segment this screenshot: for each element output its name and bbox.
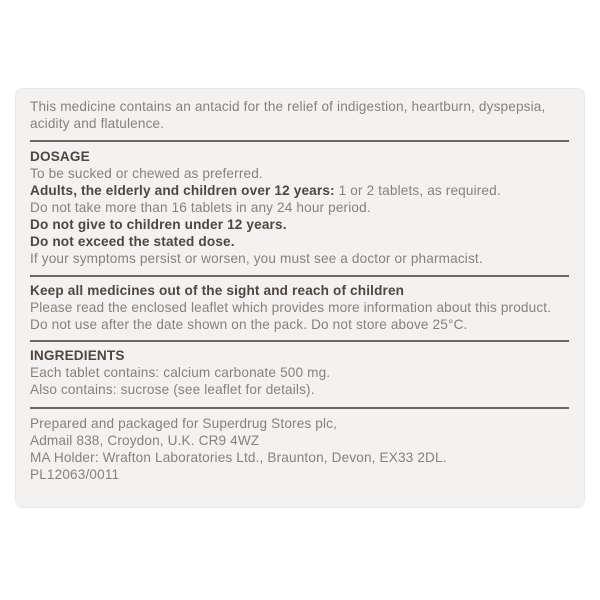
ingredients-heading: INGREDIENTS	[30, 348, 125, 363]
safety-heading: Keep all medicines out of the sight and reach of children	[30, 283, 405, 298]
dosage-adults-rest: 1 or 2 tablets, as required.	[334, 183, 501, 198]
ingredients-active-line: Each tablet contains: calcium carbonate 500 mg.	[30, 365, 331, 380]
manufacturer-pl-number: PL12063/0011	[30, 467, 120, 482]
dosage-adults-line	[30, 182, 569, 199]
section-divider	[30, 275, 569, 277]
manufacturer-prepared-line: Prepared and packaged for Superdrug Stores plc,	[30, 416, 338, 431]
ingredients-other-line: Also contains: sucrose (see leaflet for details).	[30, 382, 315, 397]
dosage-adults-bold: Adults, the elderly and children over 12 years:	[30, 183, 335, 198]
section-divider	[30, 140, 569, 142]
section-divider	[30, 407, 569, 409]
dosage-max-tablets-line: Do not take more than 16 tablets in any 24 hour period.	[30, 200, 371, 215]
dosage-heading: DOSAGE	[30, 149, 90, 164]
safety-storage-line: Do not use after the date shown on the pack. Do not store above 25°C.	[30, 317, 468, 332]
dosage-exceed-warning: Do not exceed the stated dose.	[30, 234, 235, 249]
intro-section	[30, 98, 569, 132]
manufacturer-ma-holder-line: MA Holder: Wrafton Laboratories Ltd., Braunton, Devon, EX33 2DL.	[30, 450, 447, 465]
section-divider	[30, 340, 569, 342]
safety-section	[30, 282, 569, 333]
dosage-section	[30, 148, 569, 267]
dosage-children-warning: Do not give to children under 12 years.	[30, 217, 287, 232]
dosage-administration-line: To be sucked or chewed as preferred.	[30, 166, 263, 181]
safety-leaflet-line: Please read the enclosed leaflet which provides more information about this product.	[30, 300, 552, 315]
medicine-pack-back-panel	[15, 88, 585, 508]
dosage-symptoms-line: If your symptoms persist or worsen, you must see a doctor or pharmacist.	[30, 251, 483, 266]
intro-text: This medicine contains an antacid for the relief of indigestion, heartburn, dyspepsia, acidity and flatulence.	[30, 99, 546, 131]
manufacturer-section	[30, 415, 569, 483]
manufacturer-address-line: Admail 838, Croydon, U.K. CR9 4WZ	[30, 433, 260, 448]
ingredients-section	[30, 347, 569, 398]
